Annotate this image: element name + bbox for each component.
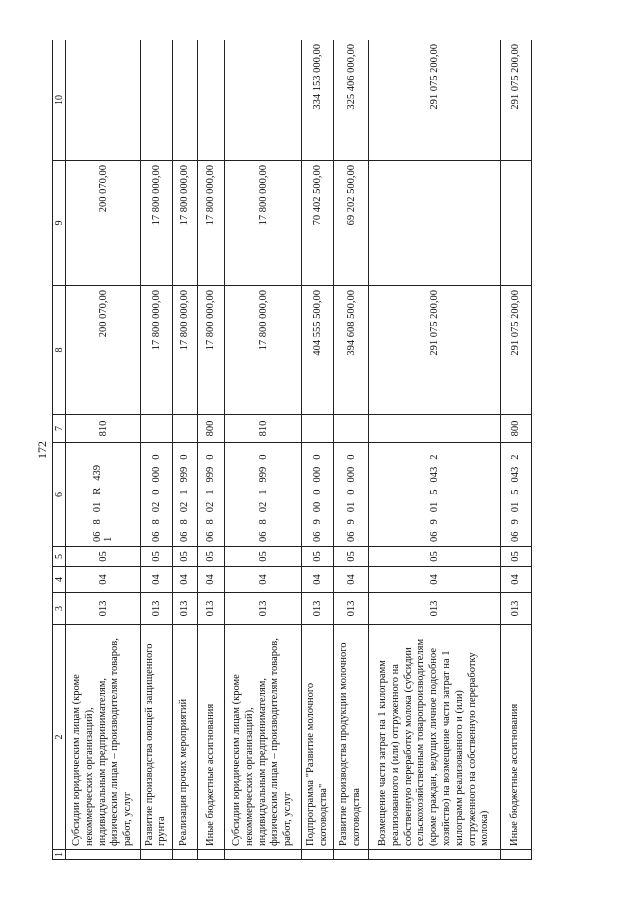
cell-expense-type [302,415,334,443]
cell-section: 04 [197,567,224,593]
table-row [172,40,197,860]
cell-expense-type: 810 [66,415,141,443]
cell-target-code: 0690150432 [500,443,531,547]
cell-col1 [500,850,531,860]
cell-description: Реализация прочих мероприятий [172,625,197,850]
cell-description: Иные бюджетные ассигнования [197,625,224,850]
cell-expense-type: 800 [500,415,531,443]
column-header: 7 [53,415,66,443]
column-header: 9 [53,161,66,286]
cell-amount-regional: 70 402 500,00 [302,161,334,286]
cell-section: 04 [224,567,301,593]
cell-section: 04 [302,567,334,593]
cell-amount-federal [172,40,197,161]
cell-amount-total: 17 800 000,00 [141,286,173,415]
column-header: 8 [53,286,66,415]
cell-subsection: 05 [500,547,531,567]
cell-subsection: 05 [302,547,334,567]
cell-amount-regional: 69 202 500,00 [333,161,368,286]
cell-expense-type [172,415,197,443]
cell-amount-federal [224,40,301,161]
cell-target-code: 0690100000 [333,443,368,547]
page-number: 172 [35,441,49,459]
table-row [66,40,141,860]
cell-subsection: 05 [66,547,141,567]
cell-section: 04 [141,567,173,593]
cell-expense-type [333,415,368,443]
cell-amount-federal [66,40,141,161]
cell-section: 04 [369,567,500,593]
cell-amount-total: 404 555 500,00 [302,286,334,415]
cell-ministry: 013 [141,593,173,625]
cell-amount-total: 200 070,00 [66,286,141,415]
cell-subsection: 05 [224,547,301,567]
cell-ministry: 013 [172,593,197,625]
cell-amount-regional: 17 800 000,00 [172,161,197,286]
cell-section: 04 [172,567,197,593]
cell-target-code: 0690150432 [369,443,500,547]
cell-col1 [302,850,334,860]
cell-amount-total: 291 075 200,00 [500,286,531,415]
cell-target-code: 0680200000 [141,443,173,547]
cell-description: Иные бюджетные ассигнования [500,625,531,850]
cell-col1 [172,850,197,860]
cell-amount-federal: 291 075 200,00 [500,40,531,161]
cell-amount-regional: 200 070,00 [66,161,141,286]
cell-amount-total: 394 608 500,00 [333,286,368,415]
table-row [141,40,173,860]
table-row [302,40,334,860]
table-row [224,40,301,860]
cell-col1 [333,850,368,860]
budget-table [52,40,532,860]
cell-expense-type [369,415,500,443]
cell-ministry: 013 [500,593,531,625]
cell-amount-regional: 17 800 000,00 [224,161,301,286]
header-row [53,40,66,860]
column-header: 10 [53,40,66,161]
table-row [500,40,531,860]
cell-amount-regional [500,161,531,286]
cell-section: 04 [500,567,531,593]
cell-target-code: 0680219990 [224,443,301,547]
cell-col1 [369,850,500,860]
cell-ministry: 013 [369,593,500,625]
cell-section: 04 [333,567,368,593]
rotated-page [52,40,532,860]
cell-ministry: 013 [66,593,141,625]
cell-ministry: 013 [302,593,334,625]
column-header: 1 [53,850,66,860]
cell-subsection: 05 [141,547,173,567]
cell-amount-regional [369,161,500,286]
column-header: 3 [53,593,66,625]
cell-amount-federal: 325 406 000,00 [333,40,368,161]
cell-amount-total: 17 800 000,00 [224,286,301,415]
column-header: 4 [53,567,66,593]
cell-amount-federal: 334 153 000,00 [302,40,334,161]
cell-amount-total: 17 800 000,00 [172,286,197,415]
cell-description: Субсидии юридическим лицам (кроме некоммерческих организаций), индивидуальным предпринимателям, физическим лицам – производителям товаров, работ, услуг [66,625,141,850]
cell-expense-type: 810 [224,415,301,443]
cell-ministry: 013 [197,593,224,625]
cell-amount-total: 17 800 000,00 [197,286,224,415]
column-header: 5 [53,547,66,567]
cell-expense-type: 800 [197,415,224,443]
cell-amount-federal [197,40,224,161]
cell-ministry: 013 [224,593,301,625]
cell-col1 [197,850,224,860]
cell-target-code: 0680219990 [172,443,197,547]
table-row [369,40,500,860]
cell-subsection: 05 [197,547,224,567]
cell-description: Возмещение части затрат на 1 килограмм реализованного и (или) отгруженного на собственную переработку молока (субсидии сельскохозяйственным товаропроизводителям (кроме граждан, ведущих личное подсобное хозяйство) на возмещение части затрат на 1 килограмм реализованного и (или) отгруженного на собственную переработку молока) [369,625,500,850]
cell-amount-total: 291 075 200,00 [369,286,500,415]
cell-section: 04 [66,567,141,593]
cell-amount-federal: 291 075 200,00 [369,40,500,161]
table-row [197,40,224,860]
cell-subsection: 05 [333,547,368,567]
cell-target-code: 0690000000 [302,443,334,547]
column-header: 6 [53,443,66,547]
cell-description: Подпрограмма "Развитие молочного скотоводства" [302,625,334,850]
cell-col1 [141,850,173,860]
cell-col1 [66,850,141,860]
cell-description: Субсидии юридическим лицам (кроме некоммерческих организаций), индивидуальным предпринимателям, физическим лицам – производителям товаров, работ, услуг [224,625,301,850]
cell-description: Развитие производства продукции молочного скотоводства [333,625,368,850]
column-header: 2 [53,625,66,850]
cell-amount-regional: 17 800 000,00 [197,161,224,286]
cell-amount-federal [141,40,173,161]
cell-target-code: 0680219990 [197,443,224,547]
cell-amount-regional: 17 800 000,00 [141,161,173,286]
cell-ministry: 013 [333,593,368,625]
cell-col1 [224,850,301,860]
cell-description: Развитие производства овощей защищенного грунта [141,625,173,850]
cell-expense-type [141,415,173,443]
cell-target-code: 06801R4391 [66,443,141,547]
cell-subsection: 05 [172,547,197,567]
cell-subsection: 05 [369,547,500,567]
table-row [333,40,368,860]
